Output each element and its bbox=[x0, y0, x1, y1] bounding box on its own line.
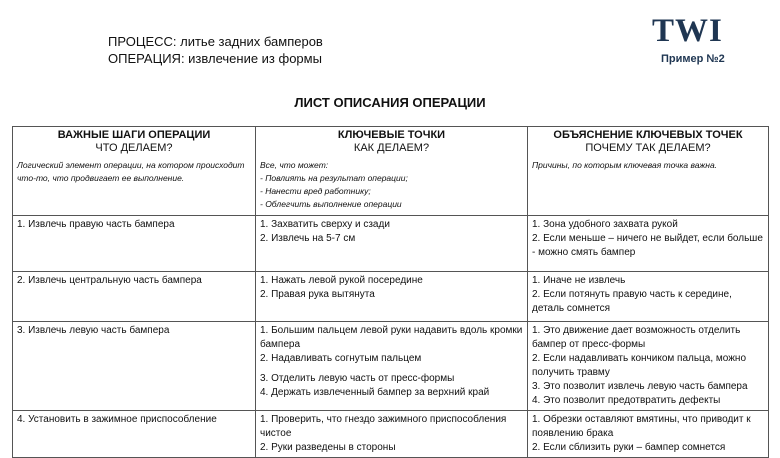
column-question: ЧТО ДЕЛАЕМ? bbox=[95, 142, 173, 154]
key-point: 4. Держать извлеченный бампер за верхний край bbox=[260, 387, 490, 398]
key-points-cell bbox=[256, 272, 528, 322]
key-point: 1. Проверить, что гнездо зажимного приспособления чистое bbox=[260, 414, 507, 439]
reason: 1. Обрезки оставляют вмятины, что приводит к появлению брака bbox=[532, 414, 751, 439]
process-info bbox=[108, 33, 323, 67]
column-note bbox=[17, 159, 251, 185]
column-note bbox=[260, 159, 523, 211]
header-reasons bbox=[528, 127, 769, 216]
reason: 1. Иначе не извлечь bbox=[532, 275, 626, 286]
reason: 2. Если сблизить руки – бампер сомнется bbox=[532, 442, 726, 453]
note-line: Причины, по которым ключевая точка важна. bbox=[532, 160, 718, 170]
table-row bbox=[13, 216, 769, 272]
reason: 2. Если меньше – ничего не выйдет, если больше - можно смять бампер bbox=[532, 233, 763, 258]
key-point: 2. Руки разведены в стороны bbox=[260, 442, 396, 453]
reason: 2. Если потянуть правую часть к середине, деталь сомнется bbox=[532, 289, 732, 314]
key-point: 3. Отделить левую часть от пресс-формы bbox=[260, 373, 455, 384]
reason: 4. Это позволит предотвратить дефекты bbox=[532, 395, 721, 406]
note-line: - Нанести вред работнику; bbox=[260, 186, 371, 196]
header-steps bbox=[13, 127, 256, 216]
column-question: КАК ДЕЛАЕМ? bbox=[353, 142, 430, 154]
note-line: - Облегчить выполнение операции bbox=[260, 199, 402, 209]
sheet-title: ЛИСТ ОПИСАНИЯ ОПЕРАЦИИ bbox=[294, 95, 486, 110]
column-title: КЛЮЧЕВЫЕ ТОЧКИ bbox=[337, 129, 446, 141]
reasons-cell bbox=[528, 322, 769, 411]
key-point: 1. Нажать левой рукой посередине bbox=[260, 275, 423, 286]
table-row bbox=[13, 272, 769, 322]
reasons-cell bbox=[528, 216, 769, 272]
example-label: Пример №2 bbox=[661, 53, 725, 65]
key-points-cell bbox=[256, 322, 528, 411]
reason: 1. Зона удобного захвата рукой bbox=[532, 219, 678, 230]
reason: 2. Если надавливать кончиком пальца, можно получить травму bbox=[532, 353, 747, 378]
header-key-points bbox=[256, 127, 528, 216]
header-row bbox=[13, 127, 769, 216]
reasons-cell bbox=[528, 411, 769, 458]
column-title: ОБЪЯСНЕНИЕ КЛЮЧЕВЫХ ТОЧЕК bbox=[553, 129, 743, 141]
process-label: ПРОЦЕСС: литье задних бамперов bbox=[108, 34, 323, 49]
reasons-cell bbox=[528, 272, 769, 322]
operation-table bbox=[12, 126, 769, 458]
step-cell: 1. Извлечь правую часть бампера bbox=[13, 216, 256, 272]
reason: 3. Это позволит извлечь левую часть бампера bbox=[532, 381, 748, 392]
table-row bbox=[13, 322, 769, 411]
column-note bbox=[532, 159, 764, 172]
table-row bbox=[13, 411, 769, 458]
key-point: 2. Извлечь на 5-7 см bbox=[260, 233, 356, 244]
step-cell: 2. Извлечь центральную часть бампера bbox=[13, 272, 256, 322]
column-question: ПОЧЕМУ ТАК ДЕЛАЕМ? bbox=[585, 142, 711, 154]
key-points-cell bbox=[256, 216, 528, 272]
note-line: Логический элемент операции, на котором происходит что-то, что продвигает ее выполнение. bbox=[17, 160, 245, 183]
reason: 1. Это движение дает возможность отделить бампер от пресс-формы bbox=[532, 325, 741, 350]
twi-logo: TWI bbox=[652, 13, 723, 49]
key-point: 1. Захватить сверху и сзади bbox=[260, 219, 390, 230]
note-line: - Повлиять на результат операции; bbox=[260, 173, 408, 183]
key-point: 2. Надавливать согнутым пальцем bbox=[260, 353, 422, 364]
operation-label: ОПЕРАЦИЯ: извлечение из формы bbox=[108, 51, 322, 66]
key-point: 1. Большим пальцем левой руки надавить вдоль кромки бампера bbox=[260, 325, 523, 350]
step-cell: 4. Установить в зажимное приспособление bbox=[13, 411, 256, 458]
key-points-cell bbox=[256, 411, 528, 458]
column-title: ВАЖНЫЕ ШАГИ ОПЕРАЦИИ bbox=[57, 129, 211, 141]
key-point: 2. Правая рука вытянута bbox=[260, 289, 375, 300]
note-line: Все, что может: bbox=[260, 160, 329, 170]
step-cell: 3. Извлечь левую часть бампера bbox=[13, 322, 256, 411]
